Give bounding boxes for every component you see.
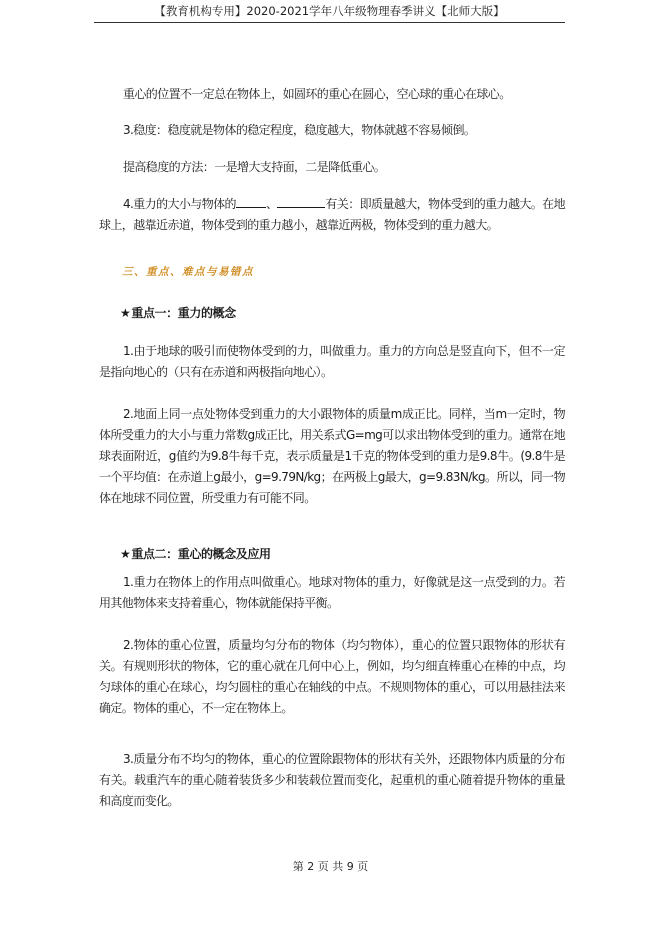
paragraph-center-definition: 1.重力在物体上的作用点叫做重心。地球对物体的重力，好像就是这一点受到的力。若用其他物体来支持着重心，物体就能保持平衡。 xyxy=(99,575,565,610)
paragraph-gravity-definition: 1.由于地球的吸引而使物体受到的力，叫做重力。重力的方向总是竖直向下，但不一定是指向地心的（只有在赤道和两极指向地心）。 xyxy=(99,344,565,379)
paragraph-center-position: 2.物体的重心位置，质量均匀分布的物体（均匀物体），重心的位置只跟物体的形状有关。有规则形状的物体，它的重心就在几何中心上，例如，均匀细直棒重心在棒的中点，均匀球体的重心在球心，均匀圆柱的重心在轴线的中点。不规则物体的重心，可以用悬挂法来确定。物体的重心，不一定在物体上。 xyxy=(99,638,565,715)
star-icon: ★ xyxy=(120,547,131,561)
fill-blank-1[interactable] xyxy=(236,194,266,208)
page-header: 【教育机构专用】2020-2021学年八年级物理春季讲义【北师大版】 xyxy=(94,2,565,23)
paragraph-center-of-gravity-position: 重心的位置不一定总在物体上，如圆环的重心在圆心，空心球的重心在球心。 xyxy=(123,87,511,101)
gravity-magnitude-text-b: 有关：即质量越大，物体受到的重力越大。在地球上，越靠近赤道，物体受到的重力越小，越靠近两极，物体受到的重力越大。 xyxy=(99,197,565,232)
star-icon: ★ xyxy=(120,306,131,320)
paragraph-gravity-formula: 2.地面上同一点处物体受到重力的大小跟物体的质量m成正比。同样，当m一定时，物体所受重力的大小与重力常数g成正比，用关系式G=mg可以求出物体受到的重力。通常在地球表面附近，g值约为9.8牛每千克，表示质量是1千克的物体受到的重力是9.8牛。(9.8牛是一个平均值：在赤道上g最小，g=9.79N/kg；在两极上g最大，g=9.83N/kg。所以，同一物体在地球不同位置，所受重力有可能不同。 xyxy=(99,407,565,505)
paragraph-uneven-mass: 3.质量分布不均匀的物体，重心的位置除跟物体的形状有关外，还跟物体内质量的分布有关。载重汽车的重心随着装货多少和装载位置而变化，起重机的重心随着提升物体的重量和高度而变化。 xyxy=(99,752,565,808)
key-point-1-title: 重点一：重力的概念 xyxy=(131,306,236,320)
key-point-2-heading xyxy=(120,545,271,563)
key-point-2-title: 重点二：重心的概念及应用 xyxy=(131,547,271,561)
section-title: 三、重点、难点与易错点 xyxy=(122,266,254,278)
blank-separator: 、 xyxy=(265,197,278,211)
key-point-1-heading xyxy=(120,304,236,322)
page-footer: 第 2 页 共 9 页 xyxy=(292,860,369,873)
gravity-magnitude-text-a: 4.重力的大小与物体的 xyxy=(123,197,236,211)
paragraph-improve-stability: 提高稳度的方法：一是增大支持面，二是降低重心。 xyxy=(123,160,386,174)
paragraph-gravity-magnitude xyxy=(99,194,565,236)
fill-blank-2[interactable] xyxy=(277,194,325,208)
paragraph-stability: 3.稳度：稳度就是物体的稳定程度，稳度越大，物体就越不容易倾倒。 xyxy=(123,123,476,137)
